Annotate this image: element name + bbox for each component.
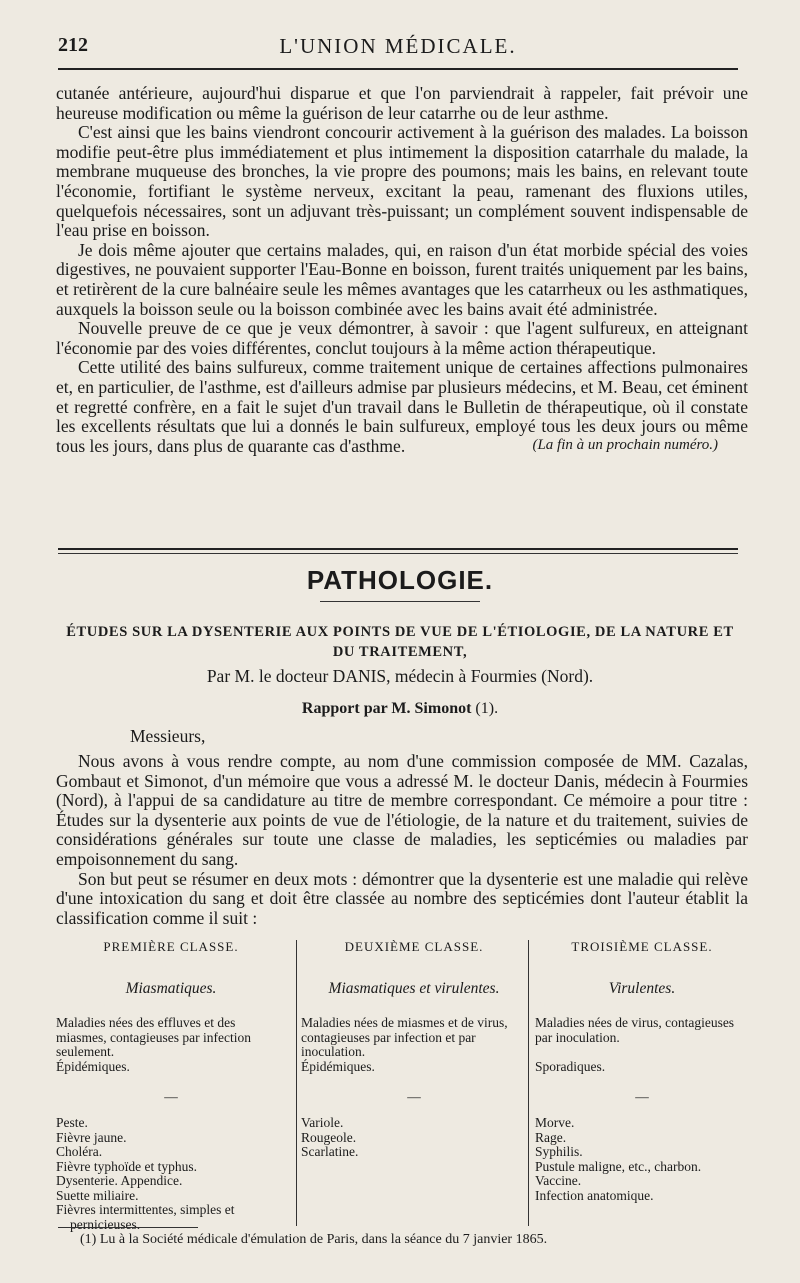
classification-table <box>56 939 748 1232</box>
class-column <box>56 939 286 1232</box>
rapport-label: Rapport par M. Simonot <box>301 700 472 717</box>
section-rule-bottom <box>58 553 738 554</box>
page-header <box>58 24 738 64</box>
list-item: Pustule maligne, etc., charbon. <box>535 1158 702 1174</box>
page-number: 212 <box>58 34 88 56</box>
title-underline <box>320 601 480 602</box>
paragraph: Nouvelle preuve de ce que je veux démontrer, à savoir : que l'agent sulfureux, en atteignant l'économie par des voies différentes, conclut toujours à la même action thérapeutique. <box>56 318 748 358</box>
class-heading: DEUXIÈME CLASSE. <box>344 939 484 954</box>
list-item: Fièvre jaune. <box>56 1129 127 1145</box>
class-definition: Maladies nées des effluves et des miasmes, contagieuses par infection seulement. <box>56 1015 251 1059</box>
class-type: Épidémiques. <box>56 1059 130 1074</box>
list-item: Vaccine. <box>535 1173 582 1188</box>
report-text <box>56 752 748 928</box>
list-item: Suette miliaire. <box>56 1187 139 1203</box>
article-author: Par M. le docteur DANIS, médecin à Fourmies (Nord). <box>206 666 594 686</box>
list-item: Fièvre typhoïde et typhus. <box>56 1158 197 1174</box>
class-subheading: Miasmatiques. <box>125 980 217 997</box>
class-definition: Maladies nées de virus, contagieuses par inoculation. <box>535 1015 735 1045</box>
disease-list <box>535 1116 749 1203</box>
article-title: ÉTUDES SUR LA DYSENTERIE AUX POINTS DE VUE DE L'ÉTIOLOGIE, DE LA NATURE ET DU TRAITEMENT, <box>66 624 734 660</box>
list-item: Dysenterie. Appendice. <box>56 1173 183 1188</box>
class-heading: PREMIÈRE CLASSE. <box>103 939 239 954</box>
list-item: Scarlatine. <box>301 1144 359 1159</box>
section-rule-top <box>58 548 738 550</box>
paragraph: cutanée antérieure, aujourd'hui disparue et que l'on parviendrait à rappeler, fait prévoir une heureuse modification ou même la guérison de leur catarrhe ou de leur asthme. <box>56 83 748 123</box>
list-item: Infection anatomique. <box>535 1187 654 1203</box>
class-subheading: Miasmatiques et virulentes. <box>328 980 500 997</box>
class-dash: — <box>407 1089 421 1104</box>
paragraph: Son but peut se résumer en deux mots : démontrer que la dysenterie est une maladie qui relève d'une intoxication du sang et doit être classée au nombre des septicémies dont l'auteur établit la classification comme il suit : <box>56 868 748 928</box>
class-type: Épidémiques. <box>301 1059 375 1074</box>
rapport-line <box>0 700 800 718</box>
list-item: Rage. <box>535 1129 567 1145</box>
section-title: PATHOLOGIE. <box>306 565 494 595</box>
list-item: Morve. <box>535 1115 575 1130</box>
class-definition: Maladies nées de miasmes et de virus, contagieuses par infection et par inoculation. <box>301 1015 508 1059</box>
list-item: Variole. <box>301 1115 344 1130</box>
class-dash: — <box>635 1089 649 1104</box>
class-column <box>296 940 527 1226</box>
list-item: pernicieuses. <box>70 1216 141 1232</box>
list-item: Choléra. <box>56 1144 103 1159</box>
footnote-rule <box>58 1227 198 1228</box>
class-heading: TROISIÈME CLASSE. <box>571 939 713 954</box>
list-item: Fièvres intermittentes, simples et <box>56 1202 235 1217</box>
paragraph: Je dois même ajouter que certains malades, qui, en raison d'un état morbide spécial des voies digestives, ne pouvaient supporter l'Eau-Bonne en boisson, furent traités uniquement par les bains, et retirèrent de la cure balnéaire seule les mêmes avantages que les catarrheux ou les asthmatiques, auxquels la boisson seule ou la boisson combinée avec les bains avait été administrée. <box>56 239 748 319</box>
list-item: Syphilis. <box>535 1144 583 1159</box>
class-dash: — <box>164 1089 178 1104</box>
continued-note: (La fin à un prochain numéro.) <box>532 437 718 454</box>
running-title: L'UNION MÉDICALE. <box>279 34 517 58</box>
paragraph: Cette utilité des bains sulfureux, comme traitement unique de certaines affections pulmonaires et, en particulier, de l'asthme, est d'ailleurs admise par plusieurs médecins, et M. Beau, cet éminent et regretté confrère, en a fait le sujet d'un travail dans le Bulletin de thérapeutique, où il constate les excellents résultats que lui a donnés le bain sulfureux, employé tous les deux jours ou même tous les jours, dans plus de quarante cas d'asthme. <box>56 357 748 456</box>
salutation: Messieurs, <box>130 726 206 746</box>
paragraph: C'est ainsi que les bains viendront concourir activement à la guérison des malades. La boisson modifie peut-être plus immédiatement et plus intimement la disposition catarrhale du malade, la membrane muqueuse des bronches, la vie propre des poumons; mais les bains, en relevant toute l'économie, fortifiant le système nerveux, excitant la peau, ramenant des fluxions utiles, quelquefois nécessaires, sont un adjuvant très-puissant; un complément souvent indispensable de l'eau prise en boisson. <box>56 122 748 241</box>
class-subheading: Virulentes. <box>608 980 676 997</box>
class-type: Sporadiques. <box>535 1059 606 1074</box>
intro-text <box>56 84 748 476</box>
list-item: Rougeole. <box>301 1129 357 1145</box>
footnote: (1) Lu à la Société médicale d'émulation de Paris, dans la séance du 7 janvier 1865. <box>80 1232 548 1247</box>
class-column <box>528 940 749 1226</box>
paragraph: Nous avons à vous rendre compte, au nom d'une commission composée de MM. Cazalas, Gombaut et Simonot, d'un mémoire que vous a adressé M. le docteur Danis, médecin à Fourmies (Nord), à l'appui de sa candidature au titre de membre correspondant. Ce mémoire a pour titre : Études sur la dysenterie aux points de vue de l'étiologie, de la nature et du traitement, suivies de considérations générales sur toute une classe de maladies, les septicémies ou maladies par empoisonnement du sang. <box>56 751 748 869</box>
disease-list <box>301 1116 527 1160</box>
disease-list <box>56 1116 286 1232</box>
header-rule <box>58 68 738 70</box>
list-item: Peste. <box>56 1115 88 1130</box>
footnote-ref: (1). <box>475 700 499 717</box>
